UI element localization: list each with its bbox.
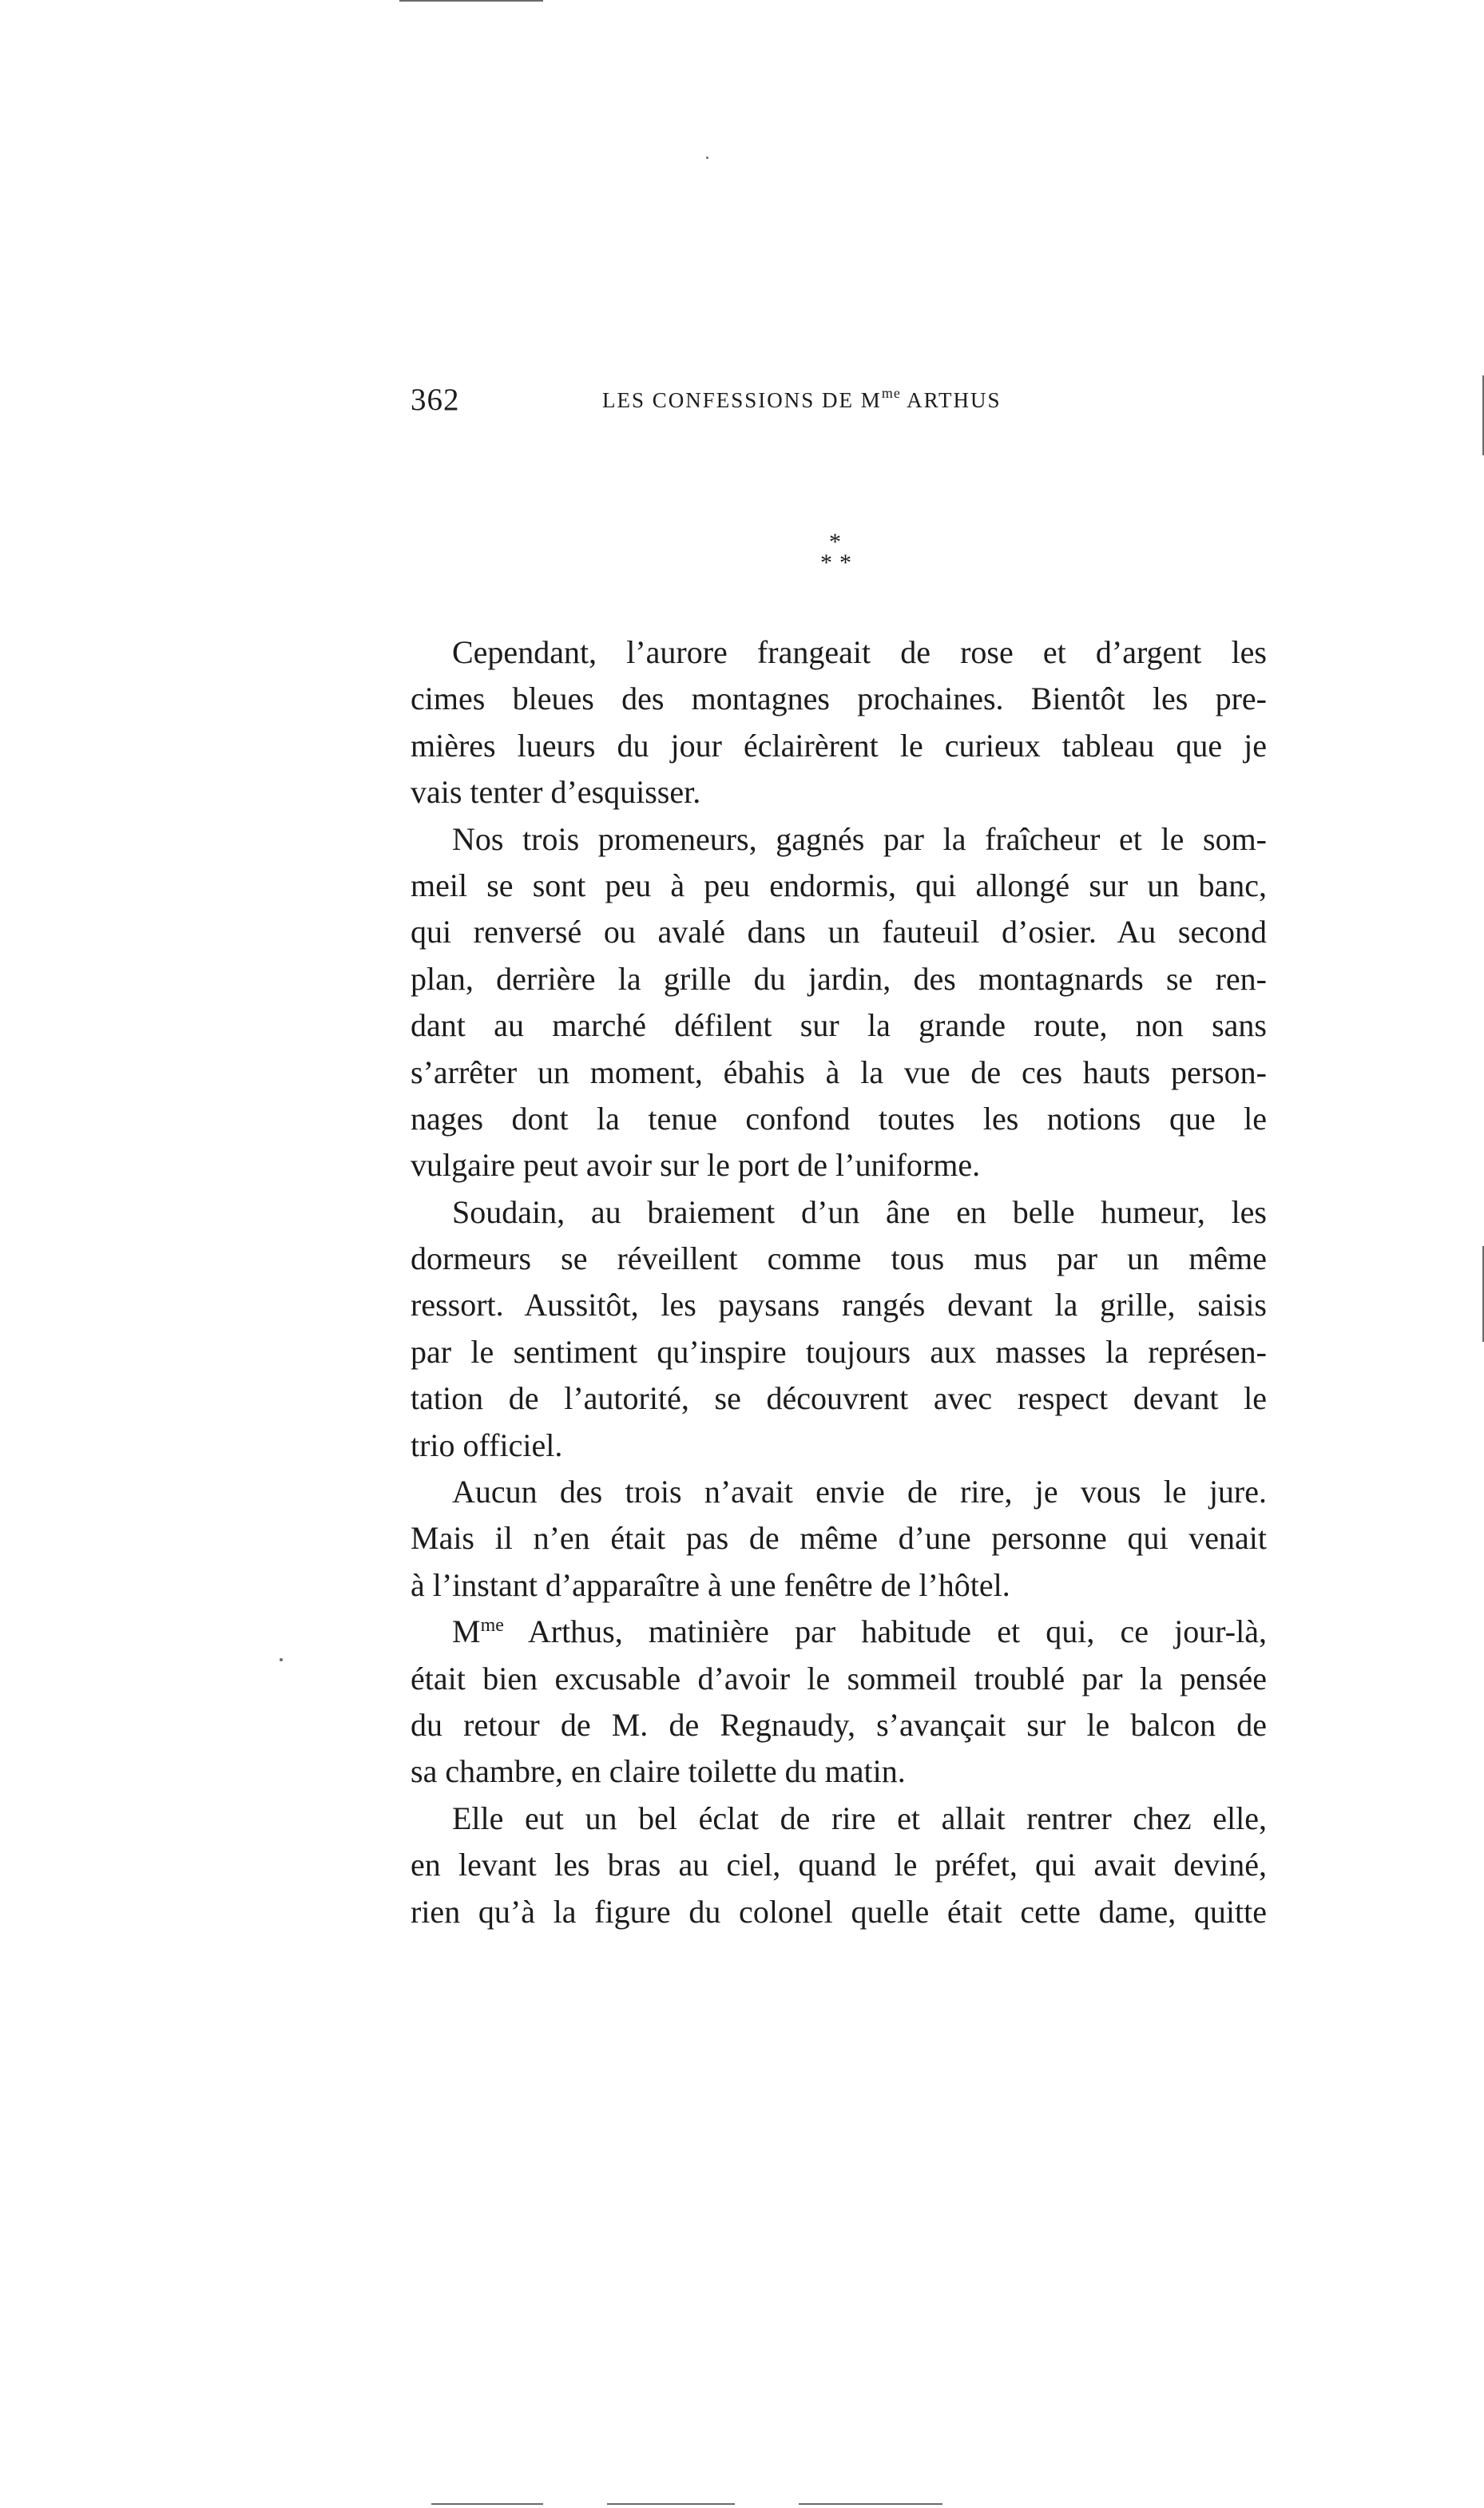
line-text: nages dont la tenue confond toutes les notions que le — [411, 1100, 1267, 1137]
line-text: rien qu’à la figure du colonel quelle était cette dame, quitte — [411, 1893, 1267, 1930]
section-break-asterism — [811, 529, 867, 577]
text-line — [411, 1050, 1267, 1096]
line-text: dormeurs se réveillent comme tous mus par un même — [411, 1240, 1267, 1277]
line-text: sa chambre, en claire toilette du matin. — [411, 1753, 906, 1790]
running-title — [602, 385, 1001, 413]
running-title-suffix: ARTHUS — [907, 388, 1002, 412]
abbreviation-prefix: M — [452, 1613, 481, 1650]
text-line — [411, 769, 1267, 815]
text-line — [411, 1609, 1267, 1655]
text-line — [411, 1423, 1267, 1469]
scan-speck — [280, 1658, 283, 1661]
text-line — [411, 1702, 1267, 1748]
line-text: Aucun des trois n’avait envie de rire, je vous le jure. — [452, 1474, 1267, 1510]
text-line — [411, 629, 1267, 676]
text-line — [411, 909, 1267, 955]
line-text: Arthus, matinière par habitude et qui, ce jour-là, — [527, 1613, 1267, 1650]
line-text: ressort. Aussitôt, les paysans rangés devant la grille, saisis — [411, 1287, 1267, 1323]
page-header — [411, 382, 1078, 430]
text-line — [411, 723, 1267, 769]
text-line — [411, 1889, 1267, 1935]
text-line — [411, 1748, 1267, 1795]
line-text: du retour de M. de Regnaudy, s’avançait sur le balcon de — [411, 1706, 1267, 1743]
line-text: Soudain, au braiement d’un âne en belle humeur, les — [452, 1193, 1267, 1230]
text-line — [411, 1562, 1267, 1609]
scan-edge-mark — [799, 2503, 942, 2505]
scan-edge-mark — [607, 2503, 735, 2505]
line-text: Mais il n’en était pas de même d’une personne qui venait — [411, 1520, 1267, 1557]
text-line — [411, 1189, 1267, 1236]
page-number: 362 — [411, 383, 460, 417]
text-line — [411, 1375, 1267, 1422]
running-title-superscript: me — [881, 385, 901, 401]
text-line — [411, 1096, 1267, 1142]
line-text: était bien excusable d’avoir le sommeil troublé par la pensée — [411, 1660, 1267, 1696]
line-text: Cependant, l’aurore frangeait de rose et d’argent les — [452, 634, 1267, 670]
text-line — [411, 1236, 1267, 1282]
abbreviation-superscript: me — [480, 1615, 504, 1637]
line-text: Elle eut un bel éclat de rire et allait rentrer chez elle, — [452, 1800, 1267, 1836]
line-text: dant au marché défilent sur la grande route, non sans — [411, 1007, 1267, 1044]
text-line — [411, 1282, 1267, 1328]
text-line — [411, 1469, 1267, 1515]
line-text: vulgaire peut avoir sur le port de l’uniforme. — [411, 1147, 981, 1184]
line-text: Nos trois promeneurs, gagnés par la fraîcheur et le som- — [452, 820, 1267, 857]
asterism-star: * — [839, 550, 851, 576]
running-title-prefix: LES CONFESSIONS DE M — [602, 388, 882, 412]
text-line — [411, 1515, 1267, 1562]
line-text: par le sentiment qu’inspire toujours aux masses la représen- — [411, 1333, 1267, 1370]
text-line — [411, 956, 1267, 1002]
scan-edge-mark — [431, 2503, 543, 2505]
line-text: plan, derrière la grille du jardin, des montagnards se ren- — [411, 960, 1267, 997]
scan-speck — [706, 157, 708, 159]
line-text: qui renversé ou avalé dans un fauteuil d’osier. Au second — [411, 914, 1267, 950]
line-text: trio officiel. — [411, 1427, 563, 1463]
asterism-star: * — [820, 550, 832, 576]
text-line — [411, 1796, 1267, 1842]
text-line — [411, 1329, 1267, 1375]
line-text: mières lueurs du jour éclairèrent le curieux tableau que je — [411, 727, 1267, 764]
text-line — [411, 1002, 1267, 1049]
line-text: à l’instant d’apparaître à une fenêtre de l’hôtel. — [411, 1566, 1010, 1603]
line-text: cimes bleues des montagnes prochaines. Bientôt les pre- — [411, 681, 1267, 717]
text-line — [411, 1842, 1267, 1888]
line-text: tation de l’autorité, se découvrent avec respect devant le — [411, 1380, 1267, 1417]
scan-edge-mark — [399, 0, 543, 2]
text-line — [411, 816, 1267, 863]
text-line — [411, 863, 1267, 909]
text-line — [411, 1142, 1267, 1189]
body-text — [411, 629, 1267, 1935]
asterism-star: * — [829, 529, 841, 555]
line-text: s’arrêter un moment, ébahis à la vue de ces hauts person- — [411, 1054, 1267, 1090]
text-line — [411, 676, 1267, 722]
line-text: vais tenter d’esquisser. — [411, 774, 701, 811]
line-text: en levant les bras au ciel, quand le préfet, qui avait deviné, — [411, 1847, 1267, 1883]
line-text: meil se sont peu à peu endormis, qui allongé sur un banc, — [411, 867, 1267, 903]
text-line — [411, 1656, 1267, 1702]
